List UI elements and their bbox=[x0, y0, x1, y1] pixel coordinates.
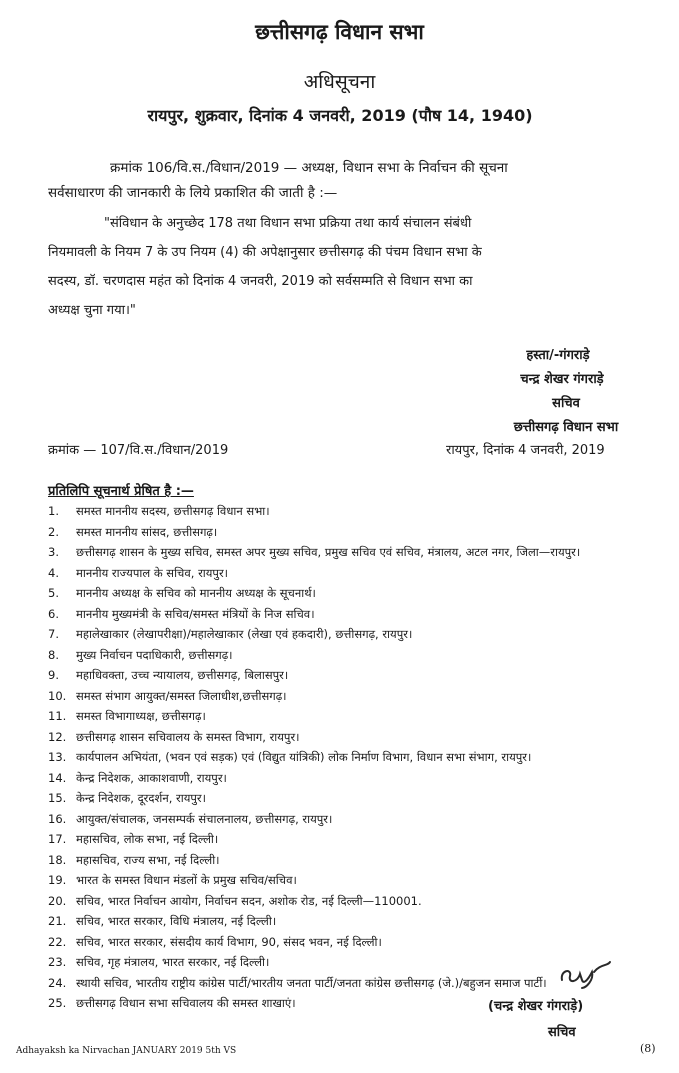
list-item-number: 16. bbox=[48, 811, 67, 826]
list-item-number: 9. bbox=[48, 668, 59, 682]
list-item-number: 1. bbox=[48, 504, 59, 518]
body-line-1: क्रमांक 106/वि.स./विधान/2019 — अध्यक्ष, विधान सभा के निर्वाचन की सूचना bbox=[110, 160, 508, 176]
list-item-text: केन्द्र निदेशक, आकाशवाणी, रायपुर। bbox=[76, 770, 227, 785]
list-item bbox=[48, 911, 668, 932]
list-item bbox=[48, 645, 668, 666]
list-item bbox=[48, 788, 668, 809]
reference-place-date: रायपुर, दिनांक 4 जनवरी, 2019 bbox=[446, 443, 605, 458]
list-item bbox=[48, 850, 668, 871]
list-item-text: सचिव, भारत सरकार, संसदीय कार्य विभाग, 90, संसद भवन, नई दिल्ली। bbox=[76, 934, 382, 949]
list-item-number: 22. bbox=[48, 934, 67, 949]
reference-number: क्रमांक — 107/वि.स./विधान/2019 bbox=[48, 443, 229, 458]
list-item bbox=[48, 706, 668, 727]
footer-file-label: Adhayaksh ka Nirvachan JANUARY 2019 5th VS bbox=[16, 1046, 237, 1056]
list-item-text: सचिव, भारत सरकार, विधि मंत्रालय, नई दिल्ली। bbox=[76, 914, 277, 928]
list-item bbox=[48, 727, 668, 748]
list-item-number: 8. bbox=[48, 647, 59, 662]
list-item-number: 2. bbox=[48, 524, 59, 539]
signed-line: हस्ता/-गंगराड़े bbox=[526, 348, 590, 363]
list-item bbox=[48, 891, 668, 912]
list-item-text: समस्त विभागाध्यक्ष, छत्तीसगढ़। bbox=[76, 709, 206, 723]
list-item bbox=[48, 932, 668, 953]
list-item-number: 11. bbox=[48, 709, 67, 723]
list-item-text: समस्त संभाग आयुक्त/समस्त जिलाधीश,छत्तीसगढ़। bbox=[76, 688, 287, 703]
list-item bbox=[48, 870, 668, 891]
list-item-number: 4. bbox=[48, 565, 59, 580]
list-item-number: 13. bbox=[48, 750, 67, 764]
list-item-text: स्थायी सचिव, भारतीय राष्ट्रीय कांग्रेस पार्टी/भारतीय जनता पार्टी/जनता कांग्रेस छत्तीसगढ़ (जे.)/बहुजन समाज पार्टी। bbox=[76, 975, 547, 990]
list-item-text: समस्त माननीय सदस्य, छत्तीसगढ़ विधान सभा। bbox=[76, 504, 270, 518]
list-item bbox=[48, 809, 668, 830]
quote-line-1: "संविधान के अनुच्छेद 178 तथा विधान सभा प्रक्रिया तथा कार्य संचालन संबंधी bbox=[104, 216, 472, 231]
list-item-text: महालेखाकार (लेखापरीक्षा)/महालेखाकार (लेखा एवं हकदारी), छत्तीसगढ़, रायपुर। bbox=[76, 627, 413, 641]
list-item bbox=[48, 686, 668, 707]
list-item-number: 14. bbox=[48, 770, 67, 785]
list-item-text: केन्द्र निदेशक, दूरदर्शन, रायपुर। bbox=[76, 791, 206, 805]
list-item-text: माननीय राज्यपाल के सचिव, रायपुर। bbox=[76, 565, 229, 580]
list-item-number: 21. bbox=[48, 914, 67, 928]
list-item-number: 19. bbox=[48, 873, 67, 887]
notification-heading: अधिसूचना bbox=[303, 71, 376, 93]
list-item bbox=[48, 665, 668, 686]
signatory-name: चन्द्र शेखर गंगराड़े bbox=[520, 372, 604, 387]
quote-line-4: अध्यक्ष चुना गया।" bbox=[48, 303, 136, 318]
list-item-text: छत्तीसगढ़ विधान सभा सचिवालय की समस्त शाखाएं। bbox=[76, 996, 296, 1010]
list-item-number: 6. bbox=[48, 606, 59, 621]
bottom-signatory-name: (चन्द्र शेखर गंगराड़े) bbox=[488, 999, 584, 1014]
list-item-number: 7. bbox=[48, 627, 59, 641]
list-item-number: 20. bbox=[48, 893, 67, 908]
list-item-number: 25. bbox=[48, 996, 67, 1010]
list-item bbox=[48, 563, 668, 584]
quote-line-2: नियमावली के नियम 7 के उप नियम (4) की अपेक्षानुसार छत्तीसगढ़ की पंचम विधान सभा के bbox=[48, 245, 482, 260]
list-item-text: माननीय मुख्यमंत्री के सचिव/समस्त मंत्रियों के निज सचिव। bbox=[76, 606, 315, 621]
list-item-number: 17. bbox=[48, 832, 67, 846]
list-item-number: 23. bbox=[48, 955, 67, 969]
document-title: छत्तीसगढ़ विधान सभा bbox=[255, 20, 424, 44]
list-item-text: मुख्य निर्वाचन पदाधिकारी, छत्तीसगढ़। bbox=[76, 647, 233, 662]
list-item-number: 24. bbox=[48, 975, 67, 990]
list-item bbox=[48, 747, 668, 768]
list-item bbox=[48, 604, 668, 625]
quote-line-3: सदस्य, डॉ. चरणदास महंत को दिनांक 4 जनवरी, 2019 को सर्वसम्मति से विधान सभा का bbox=[48, 274, 473, 289]
list-item bbox=[48, 829, 668, 850]
page-number: (8) bbox=[640, 1042, 656, 1055]
list-item-text: सचिव, भारत निर्वाचन आयोग, निर्वाचन सदन, अशोक रोड, नई दिल्ली—110001. bbox=[76, 893, 422, 908]
list-item-number: 5. bbox=[48, 586, 59, 600]
bottom-signatory-designation: सचिव bbox=[548, 1025, 576, 1040]
list-item-number: 15. bbox=[48, 791, 67, 805]
list-item-number: 18. bbox=[48, 852, 67, 867]
list-item bbox=[48, 624, 668, 645]
list-item-number: 12. bbox=[48, 729, 67, 744]
list-item-text: छत्तीसगढ़ शासन के मुख्य सचिव, समस्त अपर मुख्य सचिव, प्रमुख सचिव एवं सचिव, मंत्रालय, अटल नगर, जिला—रायपुर। bbox=[76, 545, 581, 559]
list-item bbox=[48, 501, 668, 522]
copy-to-list bbox=[48, 501, 668, 1014]
list-item-number: 3. bbox=[48, 545, 59, 559]
list-item-text: माननीय अध्यक्ष के सचिव को माननीय अध्यक्ष के सूचनार्थ। bbox=[76, 586, 316, 600]
list-item bbox=[48, 583, 668, 604]
list-item-text: महाधिवक्ता, उच्च न्यायालय, छत्तीसगढ़, बिलासपुर। bbox=[76, 668, 289, 682]
signatory-office: छत्तीसगढ़ विधान सभा bbox=[513, 420, 619, 435]
list-item bbox=[48, 768, 668, 789]
dateline: रायपुर, शुक्रवार, दिनांक 4 जनवरी, 2019 (पौष 14, 1940) bbox=[147, 106, 533, 125]
list-item-text: भारत के समस्त विधान मंडलों के प्रमुख सचिव/सचिव। bbox=[76, 873, 297, 887]
list-item-text: महासचिव, लोक सभा, नई दिल्ली। bbox=[76, 832, 219, 846]
handwritten-signature bbox=[556, 958, 616, 990]
list-item-text: कार्यपालन अभियंता, (भवन एवं सड़क) एवं (विद्युत यांत्रिकी) लोक निर्माण विभाग, विधान सभा संभाग, रायपुर। bbox=[76, 750, 532, 764]
list-item-text: समस्त माननीय सांसद, छत्तीसगढ़। bbox=[76, 524, 218, 539]
body-line-2: सर्वसाधारण की जानकारी के लिये प्रकाशित की जाती है :— bbox=[48, 185, 338, 201]
list-item bbox=[48, 542, 668, 563]
copy-to-heading: प्रतिलिपि सूचनार्थ प्रेषित है :— bbox=[48, 484, 194, 499]
list-item-text: सचिव, गृह मंत्रालय, भारत सरकार, नई दिल्ली। bbox=[76, 955, 270, 969]
list-item bbox=[48, 522, 668, 543]
list-item-text: आयुक्त/संचालक, जनसम्पर्क संचालनालय, छत्तीसगढ़, रायपुर। bbox=[76, 811, 333, 826]
signatory-designation: सचिव bbox=[552, 396, 580, 411]
list-item-text: महासचिव, राज्य सभा, नई दिल्ली। bbox=[76, 852, 220, 867]
list-item-text: छत्तीसगढ़ शासन सचिवालय के समस्त विभाग, रायपुर। bbox=[76, 729, 300, 744]
list-item-number: 10. bbox=[48, 688, 67, 703]
